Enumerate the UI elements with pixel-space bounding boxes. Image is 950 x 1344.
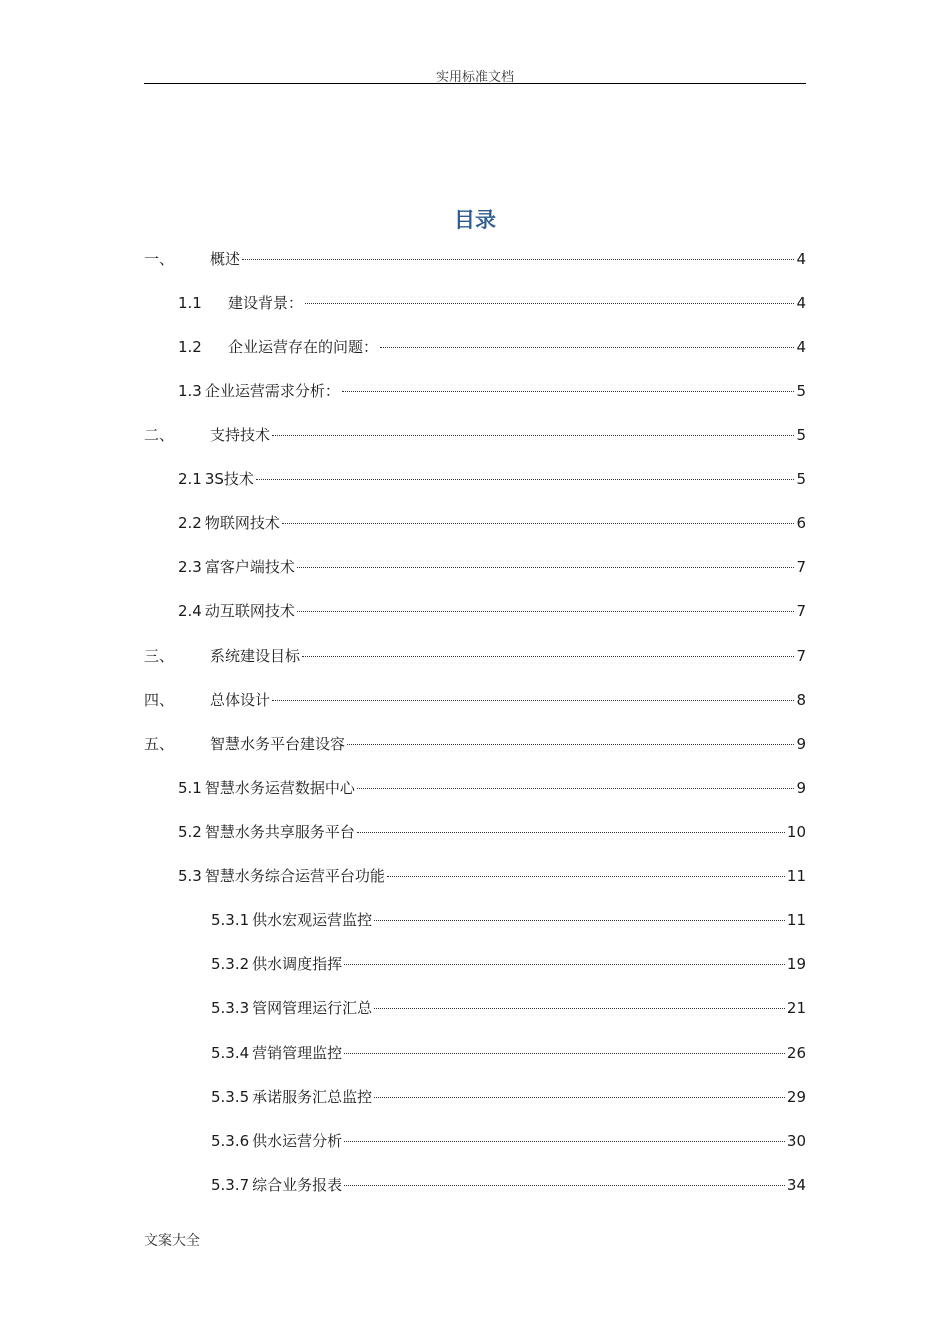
toc-entry-title: 企业运营需求分析： <box>204 382 340 400</box>
toc-leader-dots <box>357 832 785 833</box>
toc-entry-title: 综合业务报表 <box>252 1176 343 1194</box>
toc-entry-title: 支持技术 <box>210 426 271 444</box>
toc-leader-dots <box>344 964 785 965</box>
toc-entry-number: 5.1 <box>178 779 202 797</box>
toc-entry-page: 11 <box>786 867 806 885</box>
toc-entry-title: 供水调度指挥 <box>252 955 343 973</box>
toc-leader-dots <box>272 435 794 436</box>
toc-entry[interactable] <box>211 997 806 1019</box>
toc-entry-page: 4 <box>796 338 806 356</box>
toc-entry-page: 10 <box>786 823 806 841</box>
toc-entry[interactable] <box>178 336 806 358</box>
toc-leader-dots <box>374 1008 785 1009</box>
toc-entry-title: 供水运营分析 <box>252 1132 343 1150</box>
toc-entry-number: 1.1 <box>178 294 202 312</box>
toc-entry-page: 19 <box>786 955 806 973</box>
toc-leader-dots <box>344 1053 785 1054</box>
toc-entry-number: 5.3.4 <box>211 1044 250 1062</box>
toc-leader-dots <box>242 259 794 260</box>
toc-entry[interactable] <box>144 248 806 270</box>
toc-leader-dots <box>344 1185 785 1186</box>
toc-entry[interactable] <box>211 1086 806 1108</box>
toc-entry[interactable] <box>211 1174 806 1196</box>
toc-entry-page: 9 <box>796 735 806 753</box>
toc-entry-number: 四、 <box>144 691 175 709</box>
toc-entry-number: 5.3.6 <box>211 1132 250 1150</box>
toc-entry-page: 26 <box>786 1044 806 1062</box>
toc-entry[interactable] <box>144 733 806 755</box>
toc-entry[interactable] <box>178 380 806 402</box>
toc-leader-dots <box>305 303 794 304</box>
toc-entry-number: 5.3.5 <box>211 1088 250 1106</box>
toc-entry-number: 5.3.3 <box>211 999 250 1017</box>
toc-entry-number: 一、 <box>144 250 175 268</box>
toc-entry-number: 2.1 <box>178 470 202 488</box>
toc-leader-dots <box>282 523 795 524</box>
toc-entry-title: 富客户端技术 <box>204 558 295 576</box>
page-header: 实用标准文档 <box>435 70 514 85</box>
toc-entry[interactable] <box>178 556 806 578</box>
toc-entry-page: 5 <box>796 382 806 400</box>
toc-entry-number: 5.3.7 <box>211 1176 250 1194</box>
toc-entry[interactable] <box>178 292 806 314</box>
toc-entry-title: 动互联网技术 <box>204 602 295 620</box>
toc-leader-dots <box>374 1097 785 1098</box>
toc-leader-dots <box>344 1141 785 1142</box>
page-footer: 文案大全 <box>144 1233 200 1249</box>
toc-entry-number: 5.2 <box>178 823 202 841</box>
toc-entry-title: 物联网技术 <box>204 514 280 532</box>
toc-entry-title: 概述 <box>210 250 241 268</box>
toc-entry-number: 1.2 <box>178 338 202 356</box>
toc-entry[interactable] <box>144 689 806 711</box>
toc-leader-dots <box>302 656 794 657</box>
toc-entry-number: 5.3.1 <box>211 911 250 929</box>
toc-entry-number: 2.3 <box>178 558 202 576</box>
toc-entry-page: 34 <box>786 1176 806 1194</box>
toc-entry-title: 企业运营存在的问题： <box>228 338 379 356</box>
toc-entry-title: 管网管理运行汇总 <box>252 999 373 1017</box>
toc-entry-page: 21 <box>786 999 806 1017</box>
toc-entry[interactable] <box>144 645 806 667</box>
toc-entry[interactable] <box>144 424 806 446</box>
toc-leader-dots <box>297 567 795 568</box>
toc-entry-title: 供水宏观运营监控 <box>252 911 373 929</box>
toc-entry-page: 7 <box>796 558 806 576</box>
toc-leader-dots <box>342 391 795 392</box>
toc-entry-page: 29 <box>786 1088 806 1106</box>
toc-entry[interactable] <box>211 1042 806 1064</box>
toc-entry-title: 智慧水务综合运营平台功能 <box>204 867 385 885</box>
toc-entry-page: 7 <box>796 602 806 620</box>
toc-leader-dots <box>297 611 795 612</box>
toc-entry-page: 5 <box>796 470 806 488</box>
header-rule <box>144 83 806 84</box>
toc-entry[interactable] <box>211 953 806 975</box>
toc-entry-number: 2.4 <box>178 602 202 620</box>
toc-entry[interactable] <box>178 821 806 843</box>
toc-entry-title: 智慧水务平台建设容 <box>210 735 346 753</box>
toc-entry[interactable] <box>211 1130 806 1152</box>
toc-leader-dots <box>272 700 794 701</box>
toc-entry-page: 7 <box>796 647 806 665</box>
toc-entry[interactable] <box>178 512 806 534</box>
toc-entry-page: 11 <box>786 911 806 929</box>
toc-leader-dots <box>380 347 794 348</box>
toc-entry-page: 4 <box>796 294 806 312</box>
toc-entry-title: 系统建设目标 <box>210 647 301 665</box>
toc-entry[interactable] <box>178 777 806 799</box>
toc-entry-page: 30 <box>786 1132 806 1150</box>
toc-entry-page: 8 <box>796 691 806 709</box>
toc-entry-title: 智慧水务共享服务平台 <box>204 823 355 841</box>
toc-entry-number: 2.2 <box>178 514 202 532</box>
toc-leader-dots <box>357 788 795 789</box>
toc-entry-title: 3S技术 <box>204 470 254 488</box>
toc-entry-title: 总体设计 <box>210 691 271 709</box>
toc-entry-number: 三、 <box>144 647 175 665</box>
toc-leader-dots <box>347 744 794 745</box>
toc-entry-title: 承诺服务汇总监控 <box>252 1088 373 1106</box>
toc-entry-title: 建设背景： <box>228 294 304 312</box>
toc-entry-page: 9 <box>796 779 806 797</box>
toc-leader-dots <box>374 920 785 921</box>
toc-entry-number: 二、 <box>144 426 175 444</box>
toc-entry-page: 6 <box>796 514 806 532</box>
toc-entry-number: 五、 <box>144 735 175 753</box>
toc-leader-dots <box>387 876 785 877</box>
toc-entry-number: 5.3.2 <box>211 955 250 973</box>
toc-entry[interactable] <box>178 865 806 887</box>
toc-entry-page: 5 <box>796 426 806 444</box>
toc-entry-number: 5.3 <box>178 867 202 885</box>
toc-entry-page: 4 <box>796 250 806 268</box>
toc-entry-title: 营销管理监控 <box>252 1044 343 1062</box>
toc-entry[interactable] <box>178 468 806 490</box>
toc-leader-dots <box>256 479 795 480</box>
toc-entry[interactable] <box>211 909 806 931</box>
toc-entry-number: 1.3 <box>178 382 202 400</box>
toc-title: 目录 <box>454 208 496 232</box>
toc-entry-title: 智慧水务运营数据中心 <box>204 779 355 797</box>
toc-entry[interactable] <box>178 600 806 622</box>
